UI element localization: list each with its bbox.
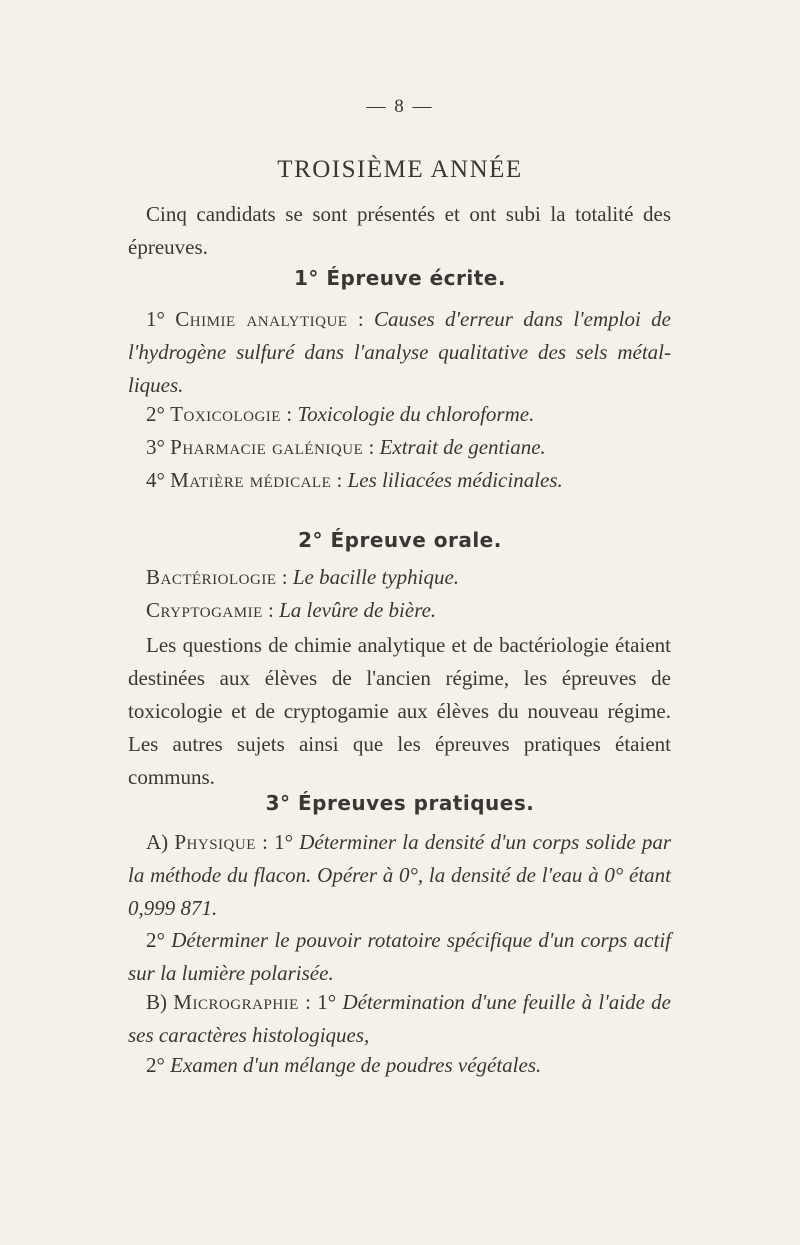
item-subject: Physique	[174, 830, 256, 854]
section-title: TROISIÈME ANNÉE	[277, 156, 523, 183]
written-item-2	[128, 398, 671, 431]
practical-item-a2	[128, 924, 671, 990]
written-item-1	[128, 303, 671, 402]
page-number: — 8 —	[366, 96, 434, 117]
item-label: B)	[146, 990, 167, 1014]
item-separator: :	[331, 468, 348, 492]
item-topic: Déterminer la densité d'un corps solide par la méthode du flacon. Opérer à 0°, la densité de l'eau à 0° étant 0,999 871.	[128, 830, 672, 920]
written-item-4	[128, 464, 671, 497]
item-topic: Le bacille typhique.	[292, 565, 460, 589]
item-topic: Déterminer le pouvoir rotatoire spécifique d'un corps actif sur la lumière polarisée.	[128, 928, 671, 985]
practical-item-a1	[128, 826, 671, 925]
item-number: 2°	[146, 1053, 165, 1077]
item-label: A)	[146, 830, 169, 854]
item-number: 3°	[146, 435, 165, 459]
oral-note-text: Les questions de chimie analytique et de bactériologie étaient destinées aux élèves de l'ancien régime, les épreuves de toxicologie et de cryptogamie aux élèves du nouveau régime. Les autres sujets ainsi que les épreuves pratiques étaient communs.	[128, 633, 671, 789]
item-number: 4°	[146, 468, 165, 492]
item-number: 2°	[146, 928, 165, 952]
item-separator: :	[363, 435, 380, 459]
oral-item-1	[128, 561, 671, 594]
item-separator: :	[298, 990, 318, 1014]
intro-paragraph	[128, 198, 671, 264]
item-topic: Les liliacées médicinales.	[347, 468, 563, 492]
practical-exam-heading: 3° Épreuves pratiques.	[265, 791, 535, 815]
item-separator: :	[347, 307, 375, 331]
item-topic: Extrait de gentiane.	[379, 435, 546, 459]
item-number: 1°	[317, 990, 337, 1014]
item-topic: Causes d'erreur dans l'emploi de l'hydrogène sulfuré dans l'analyse qualitative des sels métal-liques.	[128, 307, 671, 397]
item-topic: La levûre de bière.	[279, 598, 437, 622]
written-item-3	[128, 431, 671, 464]
item-number: 2°	[146, 402, 165, 426]
practical-item-b1	[128, 986, 671, 1052]
item-separator: :	[280, 402, 298, 426]
item-separator: :	[276, 565, 293, 589]
intro-text: Cinq candidats se sont présentés et ont subi la totalité des épreuves.	[128, 202, 671, 259]
item-number: 1°	[274, 830, 294, 854]
item-topic: Toxicologie du chloroforme.	[297, 402, 535, 426]
item-separator: :	[255, 830, 275, 854]
item-subject: Matière médicale	[170, 468, 332, 492]
oral-exam-heading: 2° Épreuve orale.	[298, 528, 502, 552]
item-topic: Examen d'un mélange de poudres végétales.	[170, 1053, 542, 1077]
item-topic: Détermination d'une feuille à l'aide de ses caractères histologiques,	[128, 990, 672, 1047]
item-separator: :	[262, 598, 280, 622]
item-subject: Cryptogamie	[146, 598, 263, 622]
oral-note-paragraph	[128, 629, 671, 794]
oral-item-2	[128, 594, 671, 627]
item-subject: Chimie analytique	[175, 307, 348, 331]
item-subject: Toxicologie	[170, 402, 281, 426]
item-subject: Bactériologie	[146, 565, 277, 589]
item-number: 1°	[146, 307, 165, 331]
item-subject: Micrographie	[173, 990, 299, 1014]
written-exam-heading: 1° Épreuve écrite.	[294, 266, 506, 290]
item-subject: Pharmacie galénique	[170, 435, 364, 459]
practical-item-b2	[128, 1049, 671, 1082]
